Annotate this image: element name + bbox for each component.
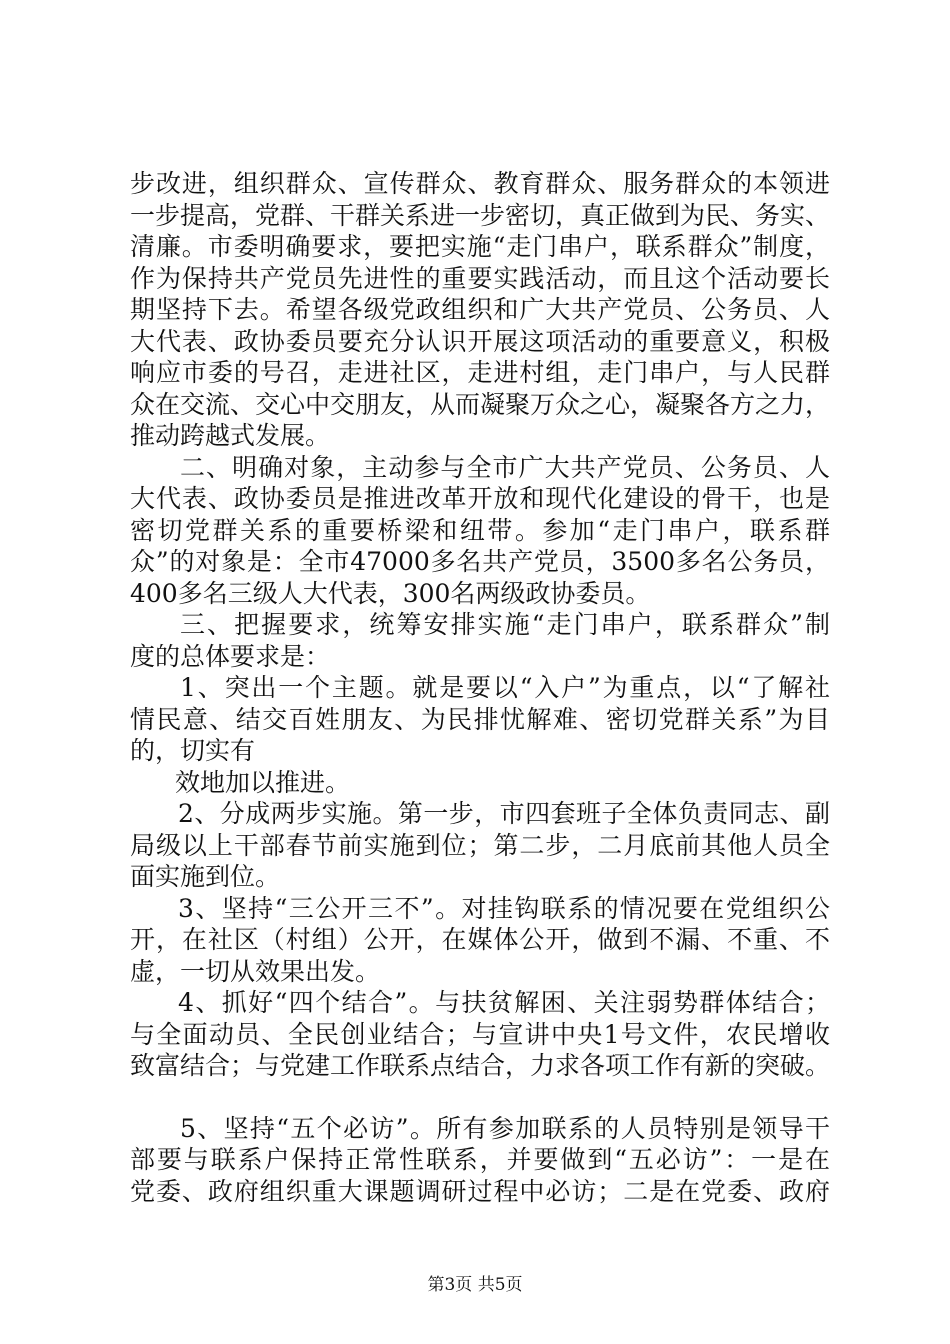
- paragraph-line: 作为保持共产党员先进性的重要实践活动，而且这个活动要长: [130, 263, 830, 293]
- paragraph-line: 响应市委的号召，走进社区，走进村组，走门串户，与人民群: [130, 358, 830, 387]
- paragraph-line: 党委、政府组织重大课题调研过程中必访；二是在党委、政府: [130, 1176, 830, 1206]
- paragraph-line: 大代表、政协委员是推进改革开放和现代化建设的骨干，也是: [130, 484, 830, 513]
- list-item-line: 2、分成两步实施。第一步，市四套班子全体负责同志、副: [178, 799, 830, 828]
- paragraph-line: 推动跨越式发展。: [130, 421, 331, 450]
- list-item-line: 1、突出一个主题。就是要以“入户”为重点，以“了解社: [180, 673, 831, 702]
- paragraph-line: 局级以上干部春节前实施到位；第二步，二月底前其他人员全: [130, 830, 830, 860]
- paragraph-line: 部要与联系户保持正常性联系，并要做到“五必访”：一是在: [130, 1145, 830, 1174]
- paragraph-line: 众在交流、交心中交朋友，从而凝聚万众之心，凝聚各方之力，: [130, 389, 831, 419]
- page-footer: 第3页 共5页: [427, 1275, 523, 1295]
- paragraph-line: 与全面动员、全民创业结合；与宣讲中央1号文件，农民增收: [130, 1019, 830, 1049]
- section-heading-line: 三、把握要求，统筹安排实施“走门串户，联系群众”制: [180, 610, 830, 639]
- paragraph-line: 面实施到位。: [130, 862, 281, 891]
- paragraph-line: 期坚持下去。希望各级党政组织和广大共产党员、公务员、人: [130, 295, 830, 324]
- paragraph-gap: [130, 1082, 830, 1113]
- paragraph-line: 情民意、结交百姓朋友、为民排忧解难、密切党群关系”为目: [130, 704, 830, 734]
- paragraph-line: 众”的对象是：全市47000多名共产党员，3500多名公务员，: [130, 547, 830, 576]
- paragraph-line: 的，切实有: [130, 736, 256, 765]
- list-item-line: 4、抓好“四个结合”。与扶贫解困、关注弱势群体结合；: [178, 988, 830, 1017]
- paragraph-line: 步改进，组织群众、宣传群众、教育群众、服务群众的本领进: [130, 169, 830, 198]
- section-heading-line: 二、明确对象，主动参与全市广大共产党员、公务员、人: [180, 452, 830, 482]
- paragraph-line: 开，在社区（村组）公开，在媒体公开，做到不漏、不重、不: [130, 925, 830, 954]
- body-text: [130, 168, 830, 1207]
- paragraph-line: 清廉。市委明确要求，要把实施“走门串户，联系群众”制度，: [130, 232, 830, 261]
- paragraph-line: 400多名三级人大代表，300名两级政协委员。: [130, 578, 651, 608]
- paragraph-line: 密切党群关系的重要桥梁和纽带。参加“走门串户，联系群: [130, 515, 830, 545]
- paragraph-line: 度的总体要求是：: [130, 641, 331, 671]
- paragraph-line: 效地加以推进。: [175, 767, 351, 797]
- list-item-line: 3、坚持“三公开三不”。对挂钩联系的情况要在党组织公: [178, 893, 830, 923]
- paragraph-line: 虚，一切从效果出发。: [130, 956, 381, 986]
- list-item-line: 5、坚持“五个必访”。所有参加联系的人员特别是领导干: [180, 1113, 830, 1143]
- paragraph-line: 致富结合；与党建工作联系点结合，力求各项工作有新的突破。: [130, 1051, 831, 1080]
- paragraph-line: 一步提高，党群、干群关系进一步密切，真正做到为民、务实、: [130, 200, 831, 230]
- paragraph-line: 大代表、政协委员要充分认识开展这项活动的重要意义，积极: [130, 326, 830, 356]
